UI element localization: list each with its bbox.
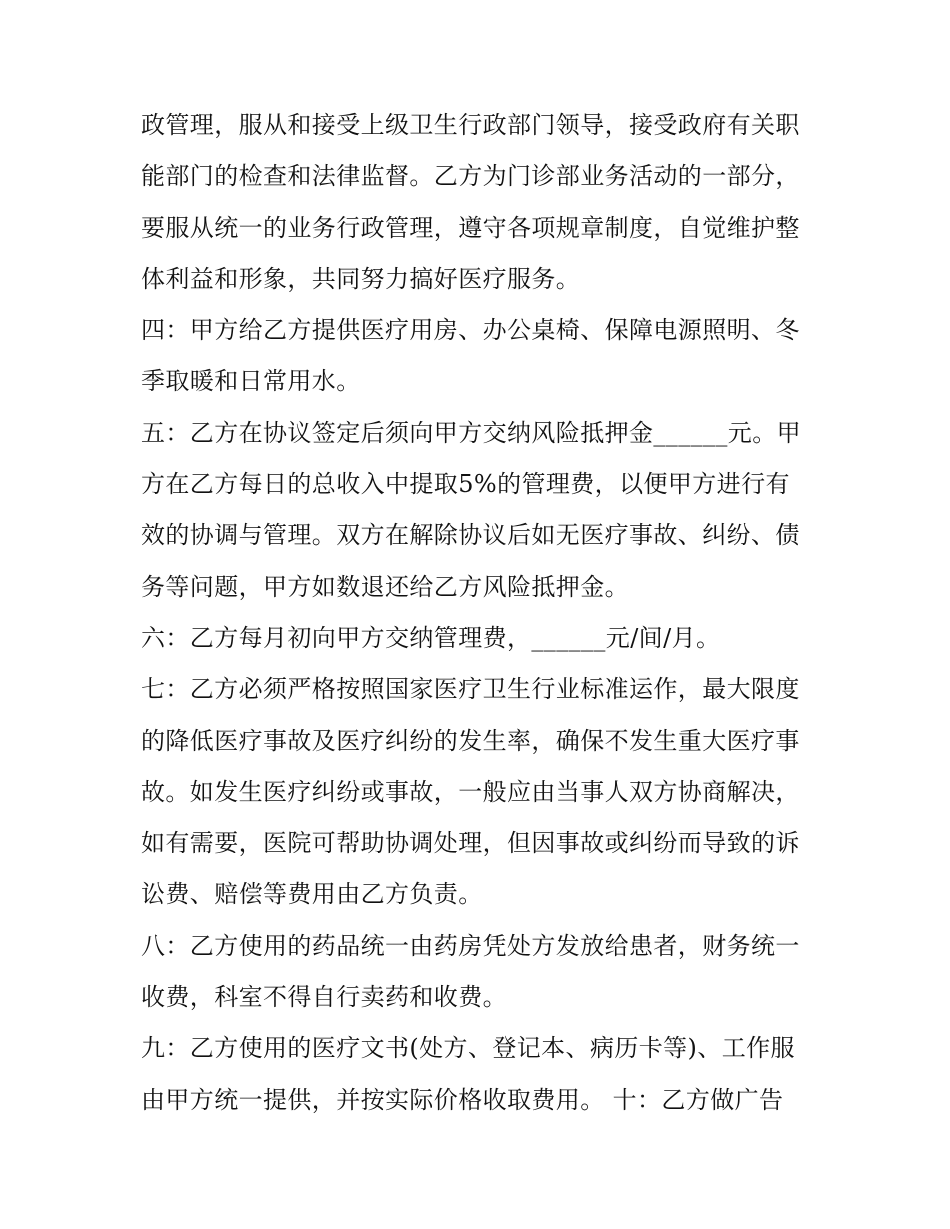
clause-nine: 九：乙方使用的医疗文书(处方、登记本、病历卡等)、工作服 <box>141 1034 795 1063</box>
clause-four: 四：甲方给乙方提供医疗用房、办公桌椅、保障电源照明、冬 <box>141 316 800 345</box>
clause-five: 五：乙方在协议签定后须向甲方交纳风险抵押金______元。甲 <box>141 418 801 447</box>
clause-eight: 八：乙方使用的药品统一由药房凭处方发放给患者，财务统一 <box>141 931 800 960</box>
text-line: 如有需要，医院可帮助协调处理，但因事故或纠纷而导致的诉 <box>141 829 800 858</box>
clause-six: 六：乙方每月初向甲方交纳管理费，______元/间/月。 <box>141 623 721 652</box>
text-line: 体利益和形象，共同努力搞好医疗服务。 <box>141 264 581 293</box>
text-line: 故。如发生医疗纠纷或事故，一般应由当事人双方协商解决， <box>141 777 800 806</box>
text-line: 要服从统一的业务行政管理，遵守各项规章制度，自觉维护整 <box>141 213 800 242</box>
text-line: 方在乙方每日的总收入中提取5%的管理费，以便甲方进行有 <box>141 470 790 499</box>
text-line: 的降低医疗事故及医疗纠纷的发生率，确保不发生重大医疗事 <box>141 726 800 755</box>
text-line: 务等问题，甲方如数退还给乙方风险抵押金。 <box>141 572 629 601</box>
clause-seven: 七：乙方必须严格按照国家医疗卫生行业标准运作，最大限度 <box>141 675 800 704</box>
text-line: 能部门的检查和法律监督。乙方为门诊部业务活动的一部分， <box>141 162 800 191</box>
document-body <box>141 100 821 1126</box>
text-line: 收费，科室不得自行卖药和收费。 <box>141 983 507 1012</box>
text-line: 季取暖和日常用水。 <box>141 367 361 396</box>
text-line: 讼费、赔偿等费用由乙方负责。 <box>141 880 483 909</box>
text-line: 由甲方统一提供，并按实际价格收取费用。 十：乙方做广告 <box>141 1085 784 1114</box>
text-line: 效的协调与管理。双方在解除协议后如无医疗事故、纠纷、债 <box>141 521 800 550</box>
text-line: 政管理，服从和接受上级卫生行政部门领导，接受政府有关职 <box>141 111 800 139</box>
